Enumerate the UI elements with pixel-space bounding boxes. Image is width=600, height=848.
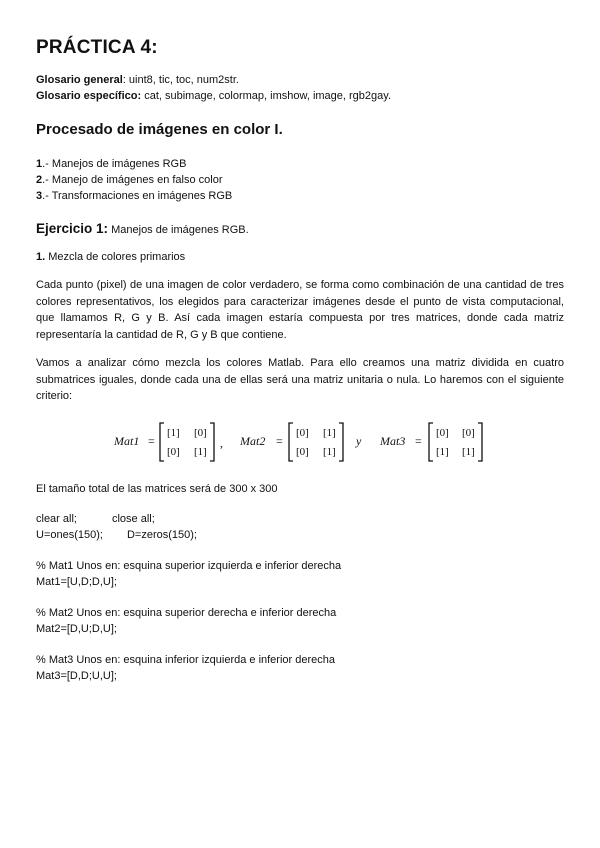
subsection-number: 1. bbox=[36, 251, 46, 263]
topic-number: 1 bbox=[36, 158, 43, 170]
matrix-cell: [1] bbox=[323, 427, 336, 439]
subsection-text: Mezcla de colores primarios bbox=[45, 251, 186, 263]
equals-sign: = bbox=[148, 434, 155, 448]
mat3-name: Mat3 bbox=[380, 434, 406, 448]
glossary-specific-label: Glosario específico: bbox=[36, 90, 142, 102]
code-clear-all: clear all; bbox=[36, 513, 77, 525]
matrix-cell: [1] bbox=[194, 446, 207, 458]
topic-item bbox=[36, 188, 232, 204]
matrix-cell: [1] bbox=[462, 446, 475, 458]
matrix-cell: [1] bbox=[323, 446, 336, 458]
topic-number: 3 bbox=[36, 190, 43, 202]
matrix-cell: [0] bbox=[296, 446, 309, 458]
subsection-heading bbox=[36, 251, 185, 263]
exercise-heading bbox=[36, 221, 249, 236]
matrix-cell: [0] bbox=[296, 427, 309, 439]
matrix-cell: [1] bbox=[167, 427, 180, 439]
glossary-general-label: Glosario general bbox=[36, 74, 123, 86]
page-title: PRÁCTICA 4: bbox=[36, 37, 158, 58]
code-ones: U=ones(150); bbox=[36, 529, 103, 541]
code-line-init bbox=[36, 527, 197, 543]
topic-item bbox=[36, 156, 186, 172]
code-comment: % Mat3 Unos en: esquina inferior izquierda e inferior derecha bbox=[36, 654, 335, 666]
equals-sign: = bbox=[276, 434, 283, 448]
exercise-text: Manejos de imágenes RGB. bbox=[108, 224, 249, 236]
mat2-name: Mat2 bbox=[240, 434, 266, 448]
matrix-cell: [0] bbox=[462, 427, 475, 439]
code-comment: % Mat2 Unos en: esquina superior derecha e inferior derecha bbox=[36, 607, 337, 619]
code-line-clear bbox=[36, 511, 155, 527]
glossary-specific-text: cat, subimage, colormap, imshow, image, rgb2gay. bbox=[141, 90, 392, 102]
conjunction-y: y bbox=[356, 434, 362, 448]
topic-text: .- Manejos de imágenes RGB bbox=[42, 158, 187, 170]
code-zeros: D=zeros(150); bbox=[126, 529, 197, 541]
code-line: Mat2=[D,U;D,U]; bbox=[36, 623, 117, 635]
matrix-cell: [0] bbox=[436, 427, 449, 439]
matrix-cell: [1] bbox=[436, 446, 449, 458]
mat1-name: Mat1 bbox=[114, 434, 140, 448]
left-bracket bbox=[429, 423, 433, 461]
right-bracket bbox=[210, 423, 214, 461]
matrix-size-text: El tamaño total de las matrices será de 300 x 300 bbox=[36, 483, 278, 495]
matrix-cell: [0] bbox=[167, 446, 180, 458]
code-line: Mat3=[D,D;U,U]; bbox=[36, 670, 117, 682]
glossary-general-text: : uint8, tic, toc, num2str. bbox=[122, 74, 239, 86]
matrix-cell: [0] bbox=[194, 427, 207, 439]
paragraph-rgb-intro: Cada punto (pixel) de una imagen de color verdadero, se forma como combinación de una cantidad de tres colores representativos, los elegidos para caracterizar imágenes desde el punto de vista computacional, que llamamos R, G y B. Así cada imagen estaría compuesta por tres matrices, donde cada matriz representaría la cantidad de R, G y B que contiene. bbox=[36, 279, 564, 341]
right-bracket bbox=[339, 423, 343, 461]
topic-text: .- Transformaciones en imágenes RGB bbox=[42, 190, 233, 202]
topic-text: .- Manejo de imágenes en falso color bbox=[42, 174, 223, 186]
matrix-equation bbox=[36, 420, 564, 464]
topic-item bbox=[36, 172, 223, 188]
comma-separator: , bbox=[220, 436, 223, 450]
topic-number: 2 bbox=[36, 174, 43, 186]
left-bracket bbox=[160, 423, 164, 461]
paragraph-matlab-mix: Vamos a analizar cómo mezcla los colores Matlab. Para ello creamos una matriz dividida en cuatro submatrices iguales, donde cada una de ellas será una matriz unitaria o nula. Lo haremos con el siguiente criterio: bbox=[36, 357, 564, 402]
glossary-specific bbox=[36, 88, 391, 104]
code-close-all: close all; bbox=[111, 513, 155, 525]
glossary-general bbox=[36, 72, 239, 88]
code-line: Mat1=[U,D;D,U]; bbox=[36, 576, 117, 588]
section-title: Procesado de imágenes en color I. bbox=[36, 121, 283, 138]
right-bracket bbox=[478, 423, 482, 461]
left-bracket bbox=[289, 423, 293, 461]
exercise-label: Ejercicio 1: bbox=[36, 221, 109, 236]
code-comment: % Mat1 Unos en: esquina superior izquierda e inferior derecha bbox=[36, 560, 342, 572]
equals-sign: = bbox=[415, 434, 422, 448]
